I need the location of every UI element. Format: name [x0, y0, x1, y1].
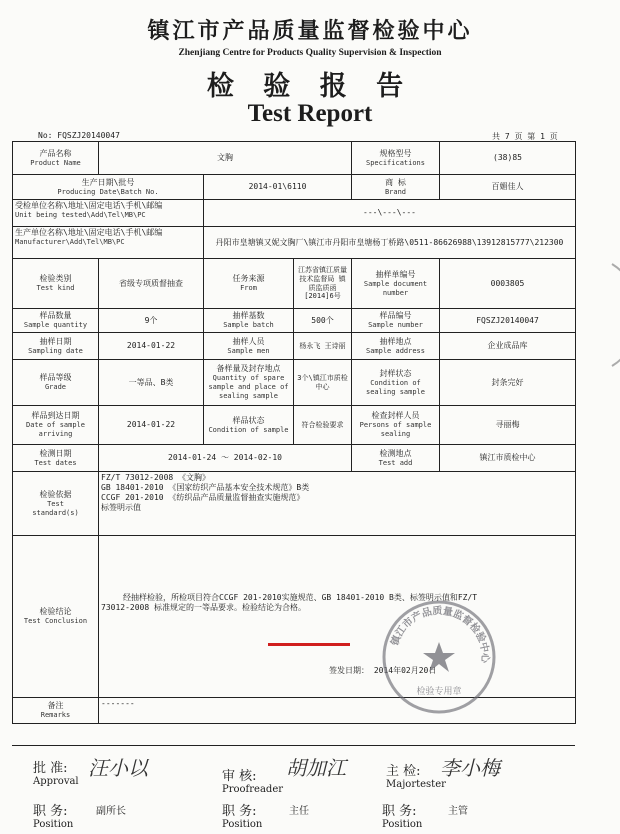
brand-label: 商 标 Brand	[352, 175, 440, 200]
standard-value: FZ/T 73012-2008 《文胸》 GB 18401-2010 《国家纺织产品基本安全技术规范》B类 CCGF 201-2010 《纺织品产品质量监督抽查实施规范》 标签明示值	[99, 472, 576, 536]
approval-position-label: 职 务: Position	[33, 804, 74, 830]
sample-men-value: 杨永飞 王诗丽	[294, 333, 352, 360]
test-add-value: 镇江市质检中心	[440, 445, 576, 472]
table-row	[13, 227, 576, 259]
grade-label: 样品等级 Grade	[13, 360, 99, 406]
sampling-date-value: 2014-01-22	[99, 333, 204, 360]
stamp-ring-text: 镇江市产品质量监督检验中心	[389, 605, 491, 664]
majortester-position-label: 职 务: Position	[382, 804, 423, 830]
spec-label: 规格型号 Specifications	[352, 142, 440, 175]
grade-value: 一等品、B类	[99, 360, 204, 406]
majortester-position: 主管	[448, 806, 468, 817]
page-count: 共 7 页 第 1 页	[492, 132, 558, 141]
majortester-signature: 李小梅	[440, 756, 500, 780]
table-row	[13, 142, 576, 175]
test-add-label: 检测地点 Test add	[352, 445, 440, 472]
unit-tested-value: ---\---\---	[204, 200, 576, 227]
table-row	[13, 333, 576, 360]
approval-signature: 汪小以	[88, 756, 148, 780]
place-value: 3个\镇江市质检中心	[294, 360, 352, 406]
batch-label: 抽样基数 Sample batch	[204, 309, 294, 333]
table-row	[13, 360, 576, 406]
sample-no-value: FQSZJ20140047	[440, 309, 576, 333]
arrive-value: 2014-01-22	[99, 406, 204, 445]
report-number: No: FQSZJ20140047	[38, 131, 120, 140]
proofreader-position-label: 职 务: Position	[222, 804, 263, 830]
from-label: 任务来源 From	[204, 259, 294, 309]
official-stamp	[380, 598, 498, 716]
table-row	[13, 200, 576, 227]
sample-addr-label: 抽样地点 Sample address	[352, 333, 440, 360]
test-dates-value: 2014-01-24 ～ 2014-02-10	[99, 445, 352, 472]
proofreader-position: 主任	[289, 806, 309, 817]
org-title-en: Zhenjiang Centre for Products Quality Supervision & Inspection	[178, 48, 442, 58]
spec-value: (38)85	[440, 142, 576, 175]
condition-label: 样品状态 Condition of sample	[204, 406, 294, 445]
sample-addr-value: 企业成品库	[440, 333, 576, 360]
test-kind-value: 省级专项质督抽查	[99, 259, 204, 309]
doc-value: 0003805	[440, 259, 576, 309]
red-underline	[268, 643, 350, 646]
sign-date-label: 签发日期：	[329, 666, 369, 675]
product-name-value: 文胸	[99, 142, 352, 175]
seal-label: 封样状态 Condition of sealing sample	[352, 360, 440, 406]
table-row	[13, 472, 576, 536]
remarks-value: -------	[99, 698, 576, 724]
majortester-label: 主 检: Majortester	[386, 764, 446, 790]
brand-value: 百媚佳人	[440, 175, 576, 200]
sampling-date-label: 抽样日期 Sampling date	[13, 333, 99, 360]
sealer-label: 检查封样人员 Persons of sample sealing	[352, 406, 440, 445]
date-batch-label: 生产日期\批号 Producing Date\Batch No.	[13, 175, 204, 200]
report-title-cn: 检 验 报 告	[206, 71, 414, 102]
table-row	[13, 175, 576, 200]
test-dates-label: 检测日期 Test dates	[13, 445, 99, 472]
condition-value: 符合检验要求	[294, 406, 352, 445]
test-kind-label: 检验类别 Test kind	[13, 259, 99, 309]
date-batch-value: 2014-01\6110	[204, 175, 352, 200]
qty-value: 9个	[99, 309, 204, 333]
proofreader-signature: 胡加江	[286, 756, 346, 780]
batch-value: 500个	[294, 309, 352, 333]
org-title-cn: 镇江市产品质量监督检验中心	[147, 18, 473, 44]
table-row	[13, 309, 576, 333]
product-name-label: 产品名称 Product Name	[13, 142, 99, 175]
table-bottom-rule	[12, 745, 575, 746]
seal-value: 封条完好	[440, 360, 576, 406]
doc-label: 抽样单编号 Sample document number	[352, 259, 440, 309]
manufacturer-value: 丹阳市皇塘镇又妮文胸厂\镇江市丹阳市皇塘杨丁桥路\0511-86626988\13912815777\212300	[204, 227, 576, 259]
proofreader-label: 审 核: Proofreader	[222, 769, 284, 795]
unit-tested-label: 受检单位名称\地址\固定电话\手机\邮编 Unit being tested\Add\Tel\MB\PC	[13, 200, 204, 227]
edge-stamp	[590, 260, 620, 370]
manufacturer-label: 生产单位名称\地址\固定电话\手机\邮编 Manufacturer\Add\Tel\MB\PC	[13, 227, 204, 259]
standard-label: 检验依据 Test standard(s)	[13, 472, 99, 536]
stamp-center-text: 检验专用章	[416, 687, 462, 697]
place-label: 备样量及封存地点 Quantity of spare sample and place of sealing sample	[204, 360, 294, 406]
remarks-label: 备注 Remarks	[13, 698, 99, 724]
sign-date: 2014年02月20日	[373, 666, 437, 675]
arrive-label: 样品到达日期 Date of sample arriving	[13, 406, 99, 445]
sample-men-label: 抽样人员 Sample men	[204, 333, 294, 360]
approval-label: 批 准: Approval	[33, 761, 79, 787]
report-title-en: Test Report	[247, 100, 373, 127]
table-row	[13, 445, 576, 472]
conclusion-value: 经抽样检验，所检项目符合CCGF 201-2010实施规范、GB 18401-2010 B类、标签明示值和FZ/T 73012-2008 标准规定的一等品要求。检验结论为合格。 签发日期： 2014年02月20日	[99, 536, 576, 698]
from-value: 江苏省镇江质量技术监督局 镇质监质函[2014]6号	[294, 259, 352, 309]
table-row	[13, 406, 576, 445]
sample-no-label: 样品编号 Sample number	[352, 309, 440, 333]
sealer-value: 寻丽梅	[440, 406, 576, 445]
table-row	[13, 259, 576, 309]
conclusion-label: 检验结论 Test Conclusion	[13, 536, 99, 698]
qty-label: 样品数量 Sample quantity	[13, 309, 99, 333]
approval-position: 副所长	[96, 806, 126, 817]
